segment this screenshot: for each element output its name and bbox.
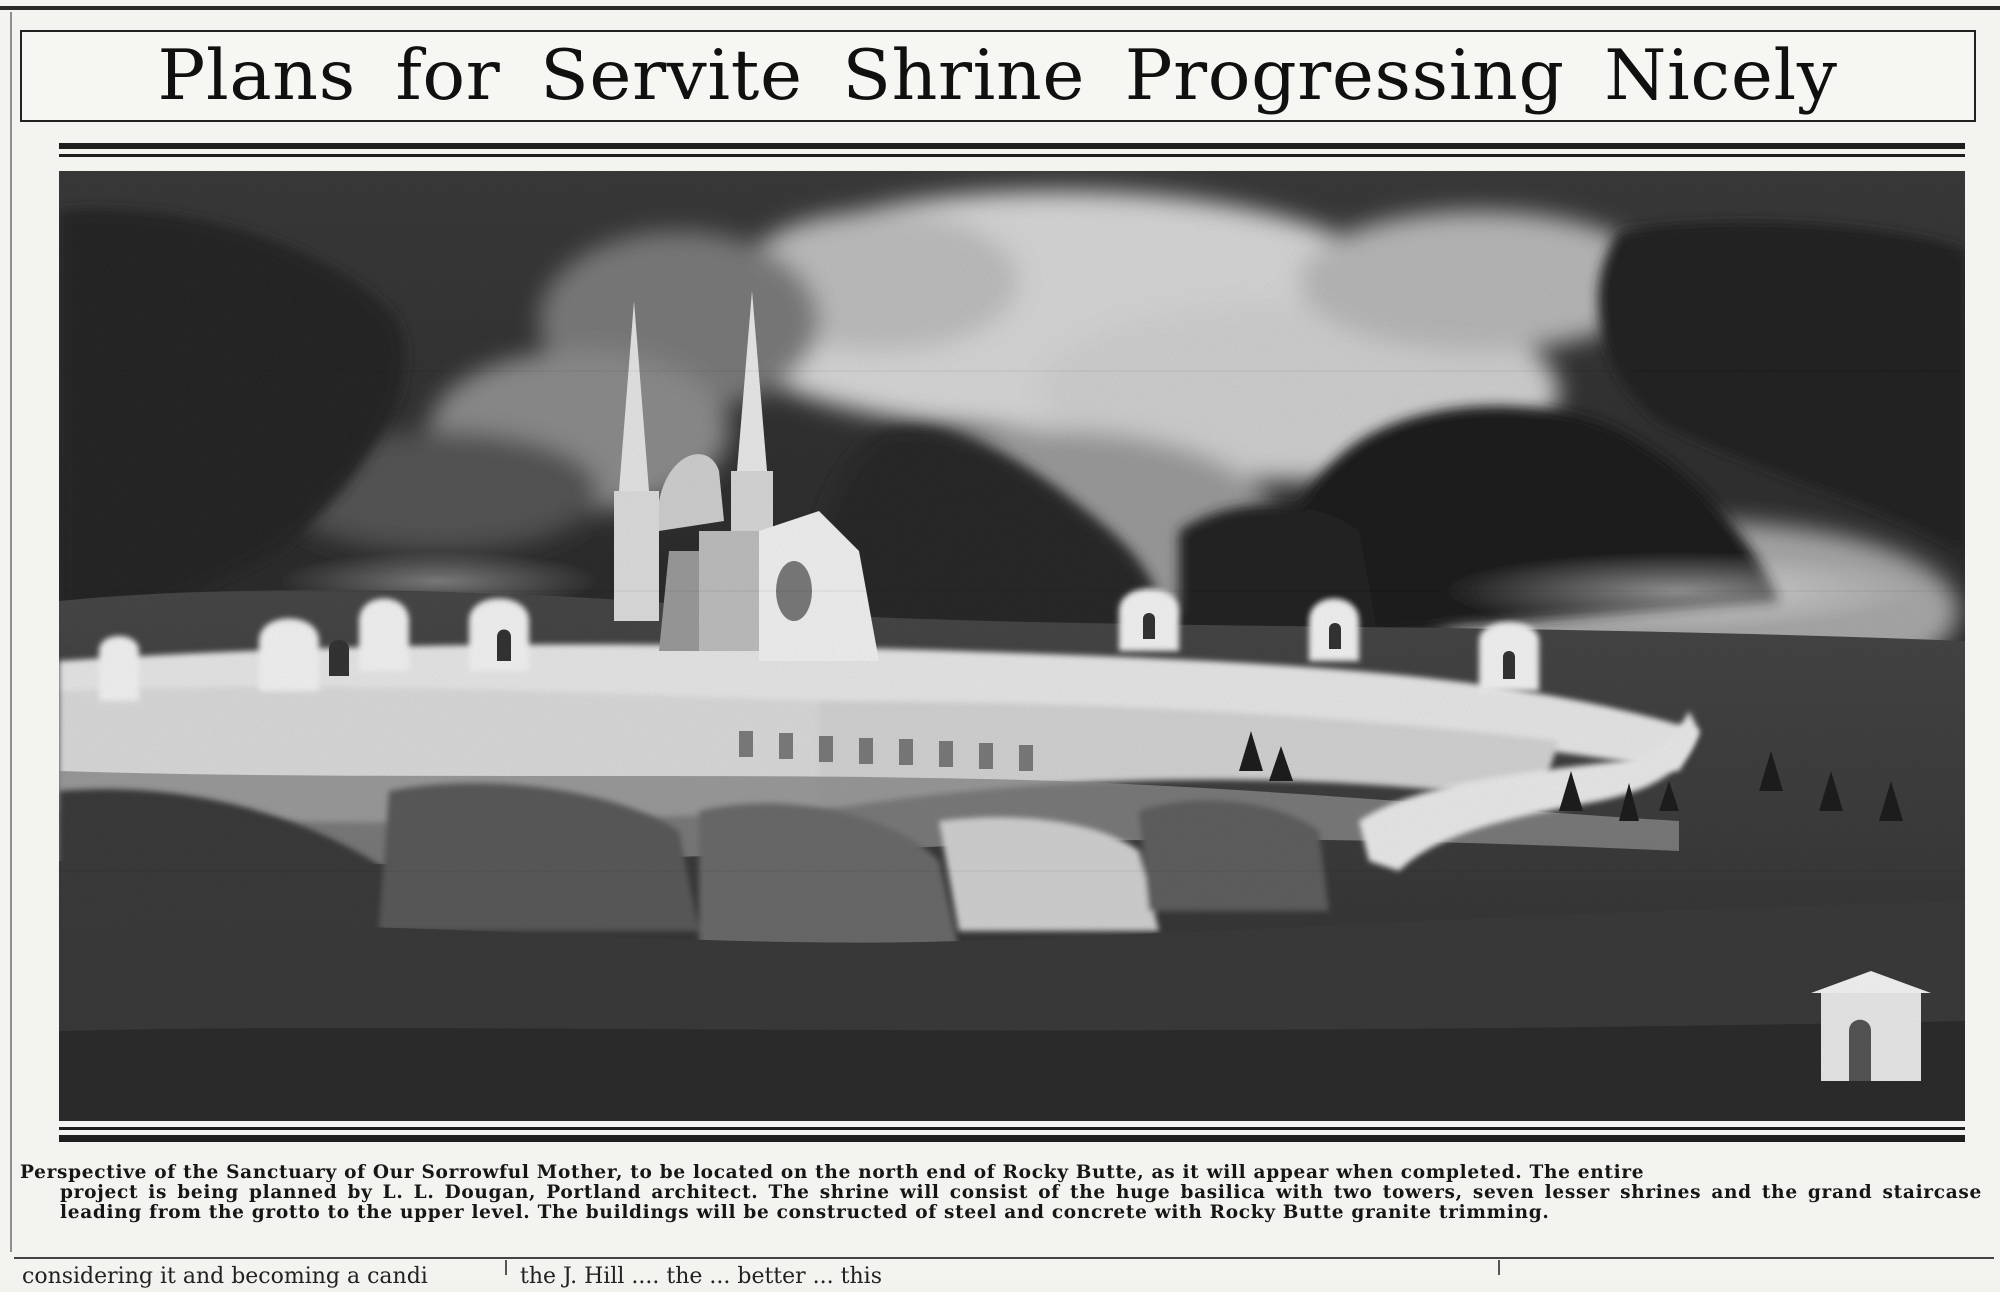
column-edge bbox=[10, 12, 12, 1252]
column-divider bbox=[505, 1260, 507, 1275]
top-rule bbox=[0, 6, 2000, 10]
photo-rule-bottom bbox=[59, 1135, 1965, 1142]
caption-first-line: Perspective of the Sanctuary of Our Sorrowful Mother, to be located on the north end of Rocky Butte, as it will appear when completed. The entire bbox=[20, 1162, 1645, 1183]
bottom-rule bbox=[14, 1257, 1994, 1259]
photo-frame bbox=[59, 143, 1965, 1149]
shrine-rendering-image bbox=[59, 171, 1965, 1121]
photo-rule-bottom-thin bbox=[59, 1127, 1965, 1130]
photo-rule-top-thin bbox=[59, 154, 1965, 157]
photo-caption bbox=[20, 1163, 1982, 1223]
headline-box bbox=[20, 30, 1976, 122]
headline: Plans for Servite Shrine Progressing Nicely bbox=[157, 35, 1839, 116]
next-article-column-1: considering it and becoming a candi bbox=[22, 1264, 428, 1289]
photo-rule-top bbox=[59, 143, 1965, 149]
next-article-column-2: the J. Hill .... the ... better ... this bbox=[520, 1264, 882, 1289]
caption-body: project is being planned by L. L. Dougan, Portland architect. The shrine will consist of the huge basilica with two towers, seven lesser shrines and the grand staircase leading from the grotto to the upper level. The buildings will be constructed of steel and concrete with Rocky Butte granite trimming. bbox=[60, 1182, 1982, 1223]
column-divider bbox=[1498, 1260, 1500, 1275]
